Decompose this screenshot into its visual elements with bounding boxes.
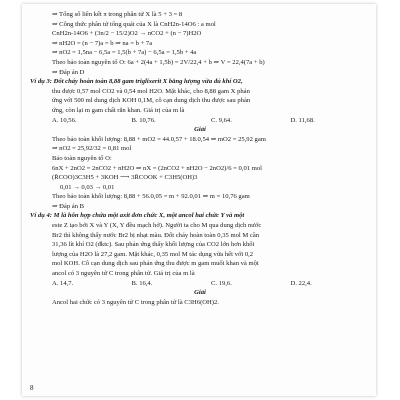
option-b: B. 10,76. <box>131 116 156 124</box>
text-line: 31,36 lít khí O2 (đktc). Sau phản ứng thấy khối lượng của CO2 lớn hơn khối <box>52 241 255 249</box>
option-b: B. 16,4. <box>131 279 153 287</box>
page-number: 8 <box>30 384 34 392</box>
text-line: ⇒ nH2O = (n − 7)a = b ⇒ na = b + 7a <box>52 39 153 47</box>
text-line: ancol có 3 nguyên tử C trong phân tử. Giá trị của m là <box>52 270 195 278</box>
text-line: thu được 0,57 mol CO2 và 0,54 mol H2O. Mặt khác, cho 8,88 gam X phản <box>52 87 250 95</box>
option-c: C. 9,64. <box>211 116 232 124</box>
text-line: ⇒ nO2 = 1,5na − 6,5a = 1,5(b + 7a) − 6,5a = 1,5b + 4a <box>52 49 197 57</box>
block-2 <box>30 125 370 279</box>
text-line: ứng với 500 ml dung dịch KOH 0,1M, cô cạn dung dịch thu được sau phản <box>52 97 251 105</box>
text-line: ⇒ Đáp án B <box>52 202 85 210</box>
option-d: D. 22,4. <box>290 279 312 287</box>
text-line: CnH2n-14O6 + (3n/2 − 15/2)O2 → nCO2 + (n − 7)H2O <box>52 30 202 38</box>
text-line: 6nX + 2nO2 = 2nCO2 + nH2O ⇒ nX = (2nCO2 + nH2O − 2nO2)/6 = 0,01 mol <box>52 164 262 172</box>
text-line: Theo bảo toàn nguyên tố O: 6a + 2(4a + 1,5b) = 2V/22,4 + b ⇒ V = 22,4(7a + b) <box>52 58 265 66</box>
solution-heading: Giải <box>194 289 206 297</box>
text-line: ứng, còn lại m gam chất rắn khan. Giá trị của m là <box>52 106 185 114</box>
page-content <box>30 10 370 307</box>
document-page <box>22 4 376 396</box>
text-line: Theo bảo toàn khối lượng: 8,88 + 56.0,05 = m + 92.0,01 ⇒ m = 10,76 gam <box>52 193 250 201</box>
text-line: este Z tạo bởi X và Y (X, Y đều mạch hở). Người ta cho M qua dung dịch nước <box>52 222 262 230</box>
block-1 <box>30 10 370 116</box>
option-a: A. 14,7. <box>52 279 74 287</box>
text-line: Br2 thì không thấy nước Br2 bị nhạt màu. Đốt cháy hoàn toàn 0,35 mol M cần <box>52 231 260 239</box>
text-line: Ví dụ 3: Đốt cháy hoàn toàn 8,88 gam triglixerit X bằng lượng vừa đủ khí O2, <box>30 78 243 86</box>
option-d: D. 11,68. <box>290 116 315 124</box>
text-line: lượng của H2O là 27,2 gam. Mặt khác, 0,35 mol M tác dụng vừa hết với 0,2 <box>52 250 254 258</box>
text-line: ⇒ nO2 = 25,92/32 = 0,81 mol <box>52 145 132 153</box>
text-line: Ví dụ 4: M là hỗn hợp chứa một axit đơn chức X, một ancol hai chức Y và một <box>30 212 245 220</box>
text-line: ⇒ Đáp án D <box>52 68 85 76</box>
example-4-options <box>30 279 370 289</box>
text-line: Giải <box>194 126 206 134</box>
text-line: 0,01 → 0,03 → 0,01 <box>60 183 115 191</box>
text-line: Theo bảo toàn khối lượng: 8,88 + mO2 = 44.0,57 + 18.0,54 ⇒ mO2 = 25,92 gam <box>52 135 266 143</box>
text-line: mol KOH. Cô cạn dung dịch sau phản ứng thu được m gam muối khan và một <box>52 260 259 268</box>
text-line: Ancol hai chức có 3 nguyên tử C trong phân tử là C3H6(OH)2. <box>52 298 219 306</box>
text-line: Bảo toàn nguyên tố O: <box>52 154 112 162</box>
option-c: C. 19,6. <box>211 279 232 287</box>
text-line: (R̄COO)3C3H5 + 3KOH ⟶ 3R̄COOK + C3H5(OH)3 <box>52 174 198 182</box>
text-line: ⇒ Công thức phân tử tổng quát của X là CnH2n-14O6 : a mol <box>52 20 216 28</box>
text-line: ⇒ Tổng số liên kết π trong phân tử X là 5 + 3 = 8 <box>52 11 183 18</box>
example-3-options <box>30 116 370 126</box>
option-a: A. 10,56. <box>52 116 77 124</box>
